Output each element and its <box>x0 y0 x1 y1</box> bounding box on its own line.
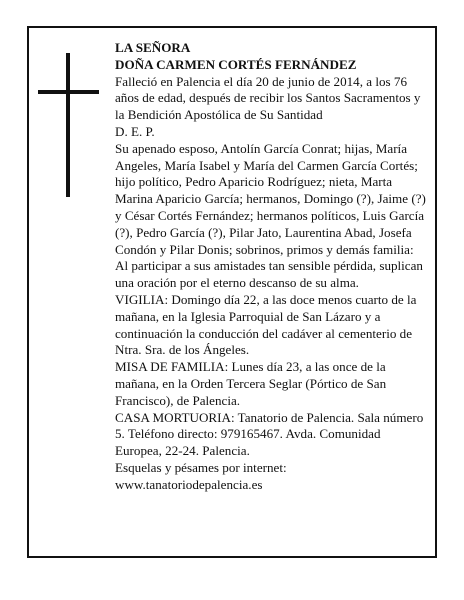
request-paragraph: Al participar a sus amistades tan sensible pérdida, suplican una oración por el eterno descanso de su alma. <box>115 258 423 291</box>
cross-horizontal-bar <box>38 90 99 94</box>
deceased-name: DOÑA CARMEN CORTÉS FERNÁNDEZ <box>115 56 357 72</box>
family-paragraph: Su apenado esposo, Antolín García Conrat; hijas, María Angeles, María Isabel y María del Carmen García Cortés; hijo político, Pedro Aparicio Rodríguez; nieta, Marta Marina Aparicio García; hermanos, Domingo (?), Jaime (?) y César Cortés Fernández; hermanos políticos, Luis García (?), Pedro García (?), Pilar Jato, Laurentina Abad, Josefa Condón y Pilar Donis; sobrinos, primos y demás familia: <box>115 140 426 257</box>
cross-vertical-bar <box>66 53 70 197</box>
website-link: www.tanatoriodepalencia.es <box>115 476 263 492</box>
death-paragraph: Falleció en Palencia el día 20 de junio de 2014, a los 76 años de edad, después de recibir los Santos Sacramentos y la Bendición Apostólica de Su Santidad <box>115 73 421 123</box>
funeral-home-paragraph: CASA MORTUORIA: Tanatorio de Palencia. Sala número 5. Teléfono directo: 979165467. Avda. Comunidad Europea, 22-24. Palencia. <box>115 409 424 459</box>
vigil-paragraph: VIGILIA: Domingo día 22, a las doce menos cuarto de la mañana, en la Iglesia Parroquial de San Lázaro y a continuación la conducción del cadáver al cementerio de Ntra. Sra. de los Ángeles. <box>115 291 417 358</box>
obituary-text <box>115 40 427 494</box>
online-label: Esquelas y pésames por internet: <box>115 459 287 475</box>
mass-paragraph: MISA DE FAMILIA: Lunes día 23, a las once de la mañana, en la Orden Tercera Seglar (Pórtico de San Francisco), de Palencia. <box>115 359 387 408</box>
title-line-1: LA SEÑORA <box>115 40 191 55</box>
rip-line: D. E. P. <box>115 123 155 139</box>
